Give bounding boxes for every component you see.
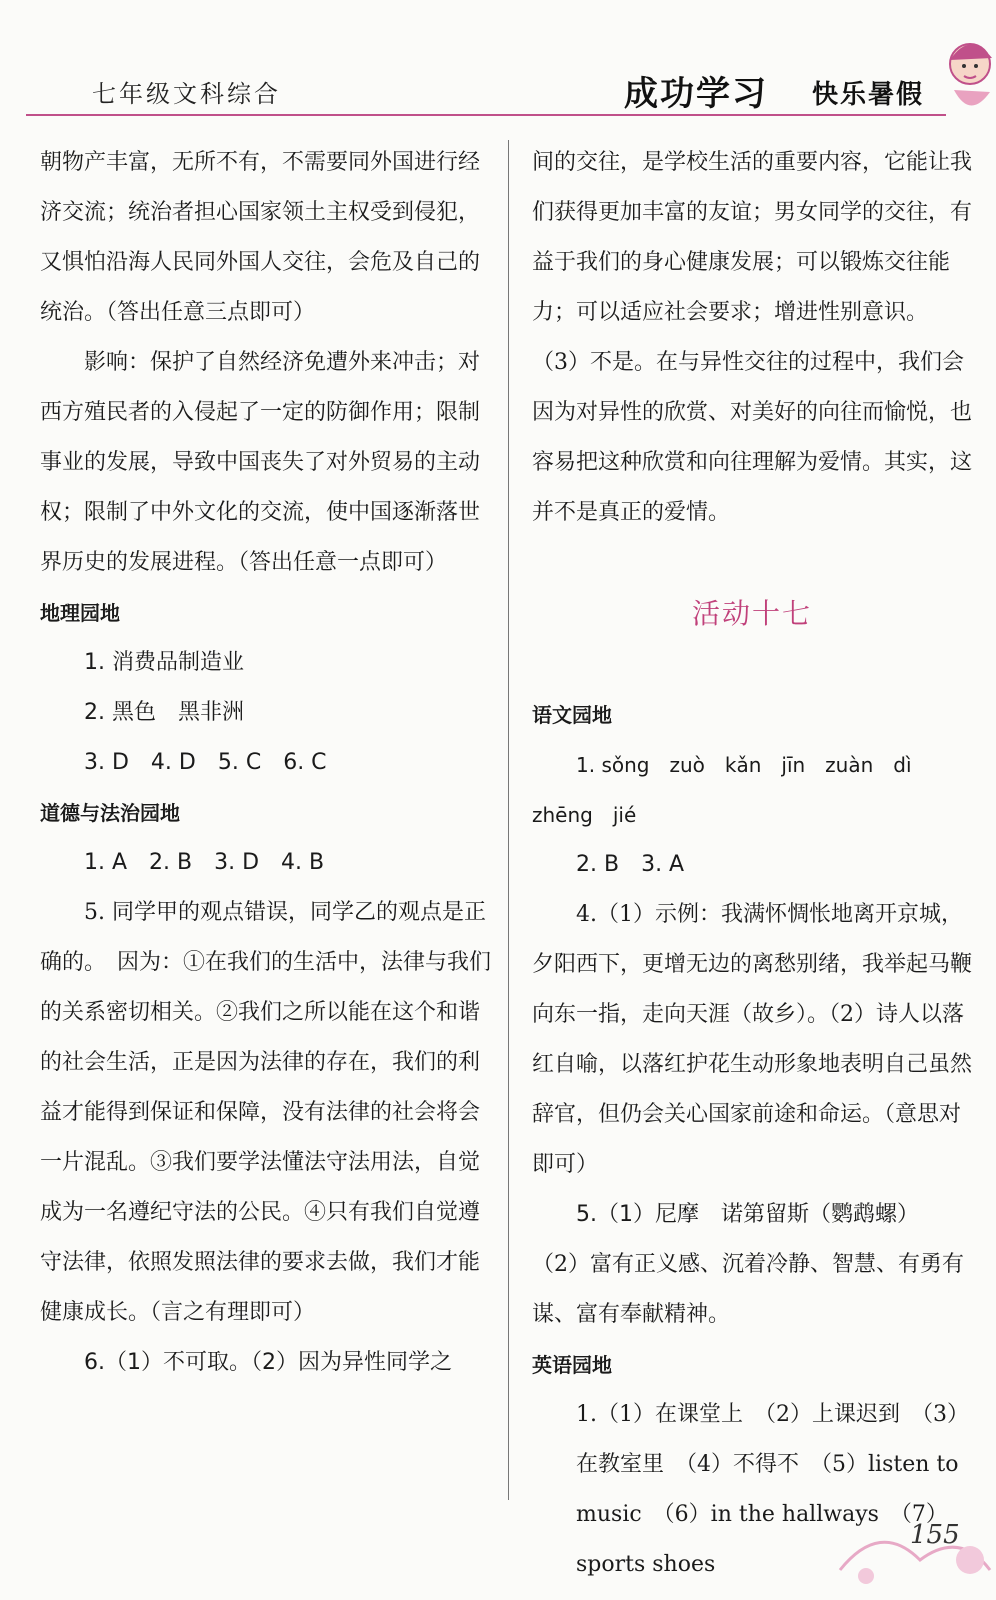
section-heading: 地理园地	[40, 601, 120, 625]
book-title: 七年级文科综合	[92, 80, 281, 108]
answer-paragraph: 1. A 2. B 3. D 4. B	[84, 850, 325, 875]
answer-paragraph: 1.（1）在课堂上 （2）上课迟到 （3）在教室里 （4）不得不 （5）listen to music （6）in the hallways （7）sports shoes	[576, 1402, 969, 1577]
section-heading: 道德与法治园地	[40, 801, 180, 825]
answer-paragraph: 3. D 4. D 5. C 6. C	[84, 750, 327, 775]
header-rule	[26, 114, 946, 116]
answer-paragraph: 2. B 3. A	[576, 852, 685, 877]
answer-paragraph: （2）富有正义感、沉着冷静、智慧、有勇有谋、富有奉献精神。	[532, 1252, 964, 1327]
answer-paragraph: zhēng jié	[532, 803, 637, 827]
answer-paragraph: 6.（1）不可取。（2）因为异性同学之	[84, 1350, 452, 1375]
answer-paragraph: 5.（1）尼摩 诺第留斯（鹦鹉螺）	[576, 1202, 919, 1227]
brand-title: 成功学习	[624, 74, 768, 114]
left-column	[40, 138, 492, 1388]
page-number: 155	[910, 1520, 960, 1550]
section-heading: 语文园地	[532, 703, 612, 727]
footer-decoration	[820, 1490, 996, 1600]
mascot-icon	[940, 30, 996, 120]
right-column	[532, 138, 972, 1590]
column-divider	[508, 140, 509, 1500]
answer-paragraph: 1. sǒng zuò kǎn jīn zuàn dì	[576, 753, 912, 777]
answer-paragraph: 1. 消费品制造业	[84, 650, 244, 675]
answer-paragraph: 朝物产丰富，无所不有，不需要同外国进行经济交流；统治者担心国家领土主权受到侵犯，又惧怕沿海人民同外国人交往，会危及自己的统治。（答出任意三点即可）	[40, 150, 481, 325]
answer-paragraph: 影响：保护了自然经济免遭外来冲击；对西方殖民者的入侵起了一定的防御作用；限制事业的发展，导致中国丧失了对外贸易的主动权；限制了中外文化的交流，使中国逐渐落世界历史的发展进程。（答出任意一点即可）	[40, 350, 481, 575]
answer-paragraph: 5. 同学甲的观点错误，同学乙的观点是正确的。 因为：①在我们的生活中，法律与我们的关系密切相关。②我们之所以能在这个和谐的社会生活，正是因为法律的存在，我们的利益才能得到保证和保障，没有法律的社会将会一片混乱。③我们要学法懂法守法用法，自觉成为一名遵纪守法的公民。④只有我们自觉遵守法律，依照发照法律的要求去做，我们才能健康成长。（言之有理即可）	[40, 900, 492, 1325]
section-heading: 英语园地	[532, 1353, 612, 1377]
brand-subtitle: 快乐暑假	[812, 80, 925, 110]
answer-paragraph: 4.（1）示例：我满怀惆怅地离开京城，夕阳西下，更增无边的离愁别绪，我举起马鞭向东一指，走向天涯（故乡）。（2）诗人以落红自喻，以落红护花生动形象地表明自己虽然辞官，但仍会关心国家前途和命运。（意思对即可）	[532, 902, 973, 1177]
answer-paragraph: 间的交往，是学校生活的重要内容，它能让我们获得更加丰富的友谊；男女同学的交往，有益于我们的身心健康发展；可以锻炼交往能力；可以适应社会要求；增进性别意识。 （3）不是。在与异性交往的过程中，我们会因为对异性的欣赏、对美好的向往而愉悦，也容易把这种欣赏和向往理解为爱情。其实，这并不是真正的爱情。	[532, 150, 973, 525]
activity-title: 活动十七	[691, 597, 812, 630]
page-header	[0, 0, 996, 120]
answer-paragraph: 2. 黑色 黑非洲	[84, 700, 244, 725]
